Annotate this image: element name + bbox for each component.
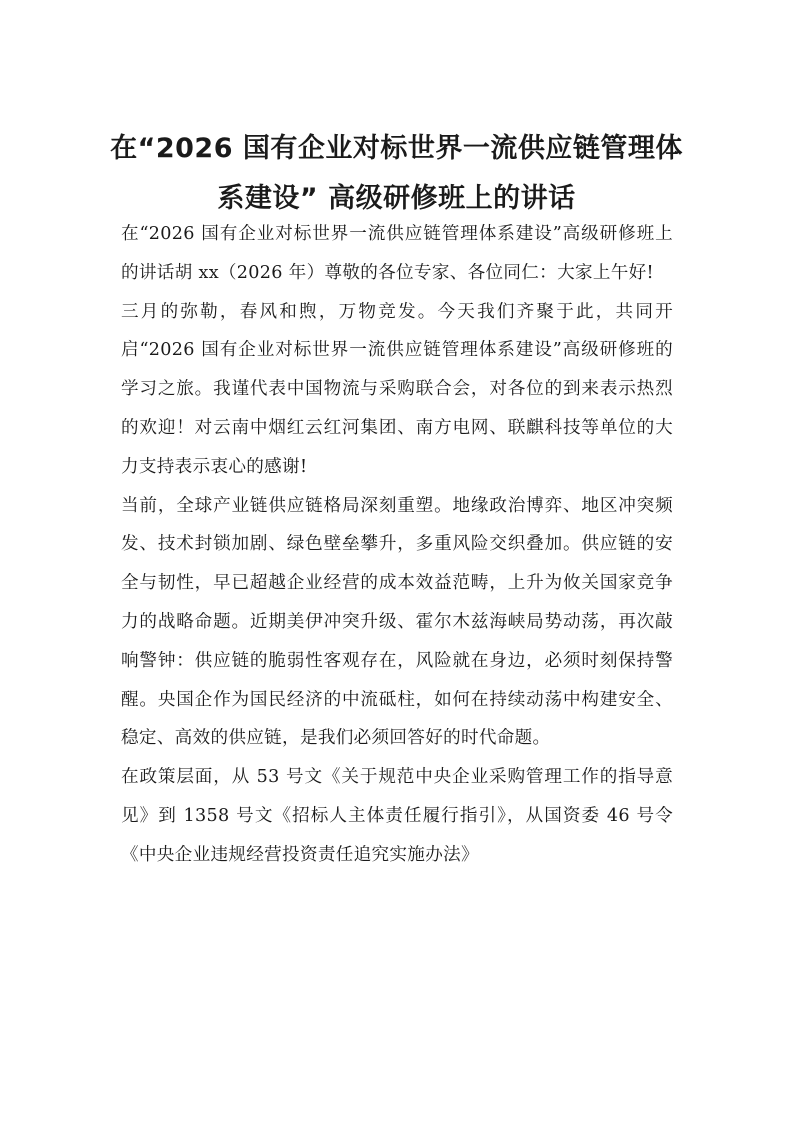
paragraph-opening: 在“2026 国有企业对标世界一流供应链管理体系建设”高级研修班上的讲话胡 xx（2026 年）尊敬的各位专家、各位同仁：大家上午好! [121,224,673,283]
paragraph-welcome: 三月的弥勒，春风和煦，万物竞发。今天我们齐聚于此，共同开启“2026 国有企业对标世界一流供应链管理体系建设”高级研修班的学习之旅。我谨代表中国物流与采购联合会，对各位的到来表示热烈的欢迎！对云南中烟红云红河集团、南方电网、联麒科技等单位的大力支持表示衷心的感谢! [121,301,673,477]
paragraph-global-situation: 当前，全球产业链供应链格局深刻重塑。地缘政治博弈、地区冲突频发、技术封锁加剧、绿色壁垒攀升，多重风险交织叠加。供应链的安全与韧性，早已超越企业经营的成本效益范畴，上升为攸关国家竞争力的战略命题。近期美伊冲突升级、霍尔木兹海峡局势动荡，再次敲响警钟：供应链的脆弱性客观存在，风险就在身边，必须时刻保持警醒。央国企作为国民经济的中流砥柱，如何在持续动荡中构建安全、稳定、高效的供应链，是我们必须回答好的时代命题。 [121,495,673,749]
document-title: 在“2026 国有企业对标世界一流供应链管理体系建设” 高级研修班上的讲话 [110,133,683,214]
document-body [121,215,673,875]
paragraph-policy: 在政策层面，从 53 号文《关于规范中央企业采购管理工作的指导意见》到 1358 号文《招标人主体责任履行指引》，从国资委 46 号令《中央企业违规经营投资责任追究实施办法》 [121,767,673,865]
